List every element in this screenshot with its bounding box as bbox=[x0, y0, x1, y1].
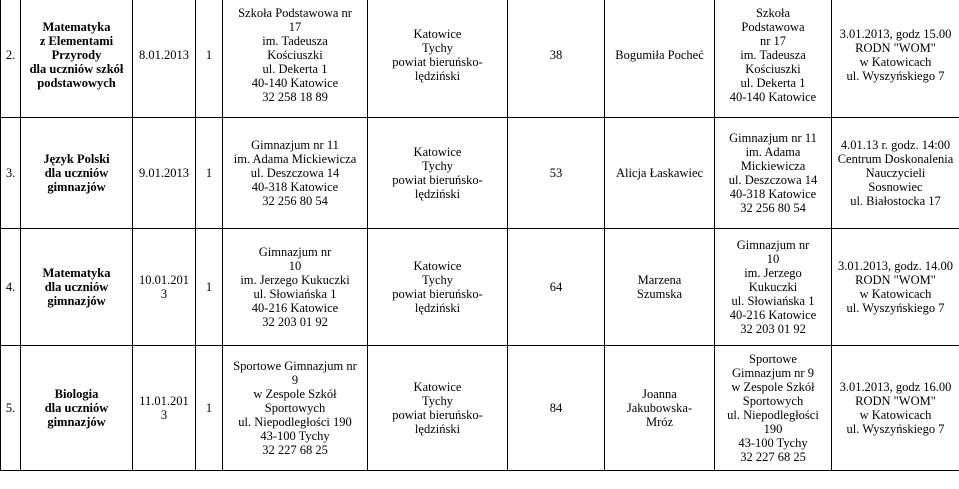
count-cell: 1 bbox=[196, 0, 223, 118]
subject-line: Język Polski bbox=[43, 152, 110, 166]
school-line: 32 227 68 25 bbox=[262, 443, 328, 457]
school-line: Kościuszki bbox=[267, 48, 323, 62]
school-line: 32 258 18 89 bbox=[262, 90, 328, 104]
host-school-line: ul. Dekerta 1 bbox=[740, 76, 806, 90]
person-cell bbox=[605, 346, 715, 471]
host-school-line: nr 17 bbox=[759, 34, 787, 48]
school-line: ul. Słowiańska 1 bbox=[253, 287, 337, 301]
count-cell: 1 bbox=[196, 118, 223, 229]
host-school-line: 32 203 01 92 bbox=[740, 322, 806, 336]
city-line: lędziński bbox=[414, 422, 461, 436]
host-school-line: Gimnazjum nr 9 bbox=[732, 366, 814, 380]
city-line: Katowice bbox=[413, 27, 462, 41]
code-cell: 84 bbox=[508, 346, 605, 471]
host-school-cell bbox=[715, 118, 832, 229]
venue-line: ul. Wyszyńskiego 7 bbox=[846, 301, 945, 315]
subject-cell bbox=[21, 118, 133, 229]
venue-line: 3.01.2013, godz. 14.00 bbox=[838, 259, 953, 273]
subject-line: dla uczniów bbox=[44, 166, 109, 180]
school-line: im. Tadeusza bbox=[262, 34, 328, 48]
city-line: powiat bieruńsko- bbox=[392, 408, 483, 422]
school-cell bbox=[223, 229, 368, 346]
table-row bbox=[1, 118, 959, 229]
host-school-line: 40-140 Katowice bbox=[729, 90, 817, 104]
venue-line: RODN "WOM" bbox=[855, 394, 936, 408]
subject-cell bbox=[21, 0, 133, 118]
venue-line: 4.01.13 r. godz. 14:00 bbox=[840, 138, 951, 152]
subject-line: gimnazjów bbox=[47, 415, 106, 429]
school-cell bbox=[223, 0, 368, 118]
school-line: Sportowe Gimnazjum nr bbox=[233, 359, 357, 373]
venue-line: w Katowicach bbox=[859, 287, 932, 301]
host-school-line: ul. Niepodległości bbox=[727, 408, 819, 422]
city-line: Tychy bbox=[421, 159, 454, 173]
venue-line: ul. Wyszyńskiego 7 bbox=[846, 69, 945, 83]
person-line: Bogumiła Pocheć bbox=[615, 48, 704, 62]
table-row bbox=[1, 229, 959, 346]
row-number-cell: 2. bbox=[1, 0, 21, 118]
school-line: 43-100 Tychy bbox=[260, 429, 330, 443]
host-school-line: im. Tadeusza bbox=[740, 48, 806, 62]
school-line: 40-216 Katowice bbox=[251, 301, 339, 315]
host-school-line: Gimnazjum nr bbox=[736, 238, 810, 252]
venue-line: Centrum Doskonalenia bbox=[837, 152, 954, 166]
subject-line: z Elementami bbox=[39, 34, 114, 48]
host-school-line: Gimnazjum nr 11 bbox=[729, 131, 817, 145]
venue-cell bbox=[832, 346, 959, 471]
venue-line: ul. Wyszyńskiego 7 bbox=[846, 422, 945, 436]
host-school-line: Szkoła bbox=[755, 6, 791, 20]
host-school-line: 32 256 80 54 bbox=[740, 201, 806, 215]
venue-cell bbox=[832, 229, 959, 346]
city-line: lędziński bbox=[414, 301, 461, 315]
subject-line: dla uczniów bbox=[44, 280, 109, 294]
venue-line: RODN "WOM" bbox=[855, 273, 936, 287]
person-line: Mróz bbox=[645, 415, 674, 429]
host-school-line: Kukuczki bbox=[748, 280, 798, 294]
subject-line: Biologia bbox=[54, 387, 99, 401]
city-line: powiat bieruńsko- bbox=[392, 55, 483, 69]
venue-line: RODN "WOM" bbox=[855, 41, 936, 55]
city-line: Tychy bbox=[421, 394, 454, 408]
venue-cell bbox=[832, 118, 959, 229]
count-cell: 1 bbox=[196, 346, 223, 471]
school-line: 40-318 Katowice bbox=[251, 180, 339, 194]
subject-cell bbox=[21, 229, 133, 346]
school-line: Szkoła Podstawowa nr bbox=[238, 6, 352, 20]
host-school-line: ul. Słowiańska 1 bbox=[731, 294, 815, 308]
venue-line: ul. Białostocka 17 bbox=[850, 194, 941, 208]
school-line: im. Jerzego Kukuczki bbox=[240, 273, 350, 287]
venue-line: w Katowicach bbox=[859, 408, 932, 422]
host-school-line: Kościuszki bbox=[745, 62, 801, 76]
venue-line: Nauczycieli bbox=[865, 166, 926, 180]
subject-line: gimnazjów bbox=[47, 180, 106, 194]
person-line: Alicja Łaskawiec bbox=[615, 166, 704, 180]
subject-line: gimnazjów bbox=[47, 294, 106, 308]
code-cell: 53 bbox=[508, 118, 605, 229]
subject-line: dla uczniów bbox=[44, 401, 109, 415]
person-line: Szumska bbox=[636, 287, 683, 301]
person-line: Joanna bbox=[642, 387, 677, 401]
date-cell: 9.01.2013 bbox=[133, 118, 196, 229]
host-school-line: w Zespole Szkół bbox=[731, 380, 815, 394]
row-number-cell: 4. bbox=[1, 229, 21, 346]
school-line: ul. Deszczowa 14 bbox=[250, 166, 340, 180]
venue-line: 3.01.2013, godz 15.00 bbox=[839, 27, 952, 41]
school-line: ul. Niepodległości 190 bbox=[238, 415, 352, 429]
subject-line: podstawowych bbox=[37, 76, 116, 90]
subject-line: dla uczniów szkół bbox=[29, 62, 124, 76]
host-school-line: Mickiewicza bbox=[740, 159, 806, 173]
subject-line: Przyrody bbox=[51, 48, 102, 62]
city-cell bbox=[368, 118, 508, 229]
host-school-line: Sportowe bbox=[749, 352, 797, 366]
count-cell: 1 bbox=[196, 229, 223, 346]
host-school-cell bbox=[715, 229, 832, 346]
school-line: 32 203 01 92 bbox=[262, 315, 328, 329]
host-school-line: ul. Deszczowa 14 bbox=[728, 173, 818, 187]
subject-line: Matematyka bbox=[42, 266, 111, 280]
city-line: Tychy bbox=[421, 273, 454, 287]
row-number-cell: 3. bbox=[1, 118, 21, 229]
table-row bbox=[1, 0, 959, 118]
code-cell: 38 bbox=[508, 0, 605, 118]
person-cell bbox=[605, 0, 715, 118]
city-cell bbox=[368, 229, 508, 346]
host-school-line: Sportowych bbox=[742, 394, 804, 408]
city-line: Tychy bbox=[421, 41, 454, 55]
host-school-line: 43-100 Tychy bbox=[738, 436, 808, 450]
date-cell: 8.01.2013 bbox=[133, 0, 196, 118]
school-line: 32 256 80 54 bbox=[262, 194, 328, 208]
host-school-cell bbox=[715, 0, 832, 118]
table-row bbox=[1, 346, 959, 471]
city-cell bbox=[368, 0, 508, 118]
subject-line: Matematyka bbox=[42, 20, 111, 34]
city-line: lędziński bbox=[414, 69, 461, 83]
city-line: lędziński bbox=[414, 187, 461, 201]
city-line: powiat bieruńsko- bbox=[392, 173, 483, 187]
school-line: ul. Dekerta 1 bbox=[262, 62, 328, 76]
person-cell bbox=[605, 229, 715, 346]
venue-line: 3.01.2013, godz 16.00 bbox=[839, 380, 952, 394]
date-cell: 10.01.201 3 bbox=[133, 229, 196, 346]
date-cell: 11.01.201 3 bbox=[133, 346, 196, 471]
school-line: w Zespole Szkół bbox=[253, 387, 337, 401]
school-cell bbox=[223, 118, 368, 229]
school-cell bbox=[223, 346, 368, 471]
school-line: 17 bbox=[288, 20, 302, 34]
subject-cell bbox=[21, 346, 133, 471]
host-school-line: im. Adama bbox=[745, 145, 801, 159]
host-school-line: 190 bbox=[763, 422, 783, 436]
school-line: 40-140 Katowice bbox=[251, 76, 339, 90]
host-school-line: im. Jerzego bbox=[744, 266, 802, 280]
city-line: powiat bieruńsko- bbox=[392, 287, 483, 301]
host-school-line: 40-318 Katowice bbox=[729, 187, 817, 201]
city-line: Katowice bbox=[413, 380, 462, 394]
host-school-line: Podstawowa bbox=[741, 20, 805, 34]
person-cell bbox=[605, 118, 715, 229]
city-cell bbox=[368, 346, 508, 471]
row-number-cell: 5. bbox=[1, 346, 21, 471]
venue-line: w Katowicach bbox=[859, 55, 932, 69]
venue-cell bbox=[832, 0, 959, 118]
host-school-line: 10 bbox=[766, 252, 780, 266]
host-school-line: 32 227 68 25 bbox=[740, 450, 806, 464]
host-school-line: 40-216 Katowice bbox=[729, 308, 817, 322]
city-line: Katowice bbox=[413, 145, 462, 159]
venue-line: Sosnowiec bbox=[868, 180, 923, 194]
host-school-cell bbox=[715, 346, 832, 471]
school-line: Sportowych bbox=[264, 401, 326, 415]
school-line: 9 bbox=[291, 373, 299, 387]
city-line: Katowice bbox=[413, 259, 462, 273]
school-line: 10 bbox=[288, 259, 302, 273]
person-line: Jakubowska- bbox=[626, 401, 693, 415]
school-line: Gimnazjum nr 11 bbox=[251, 138, 339, 152]
person-line: Marzena bbox=[637, 273, 682, 287]
school-line: Gimnazjum nr bbox=[258, 245, 332, 259]
code-cell: 64 bbox=[508, 229, 605, 346]
school-line: im. Adama Mickiewicza bbox=[233, 152, 357, 166]
